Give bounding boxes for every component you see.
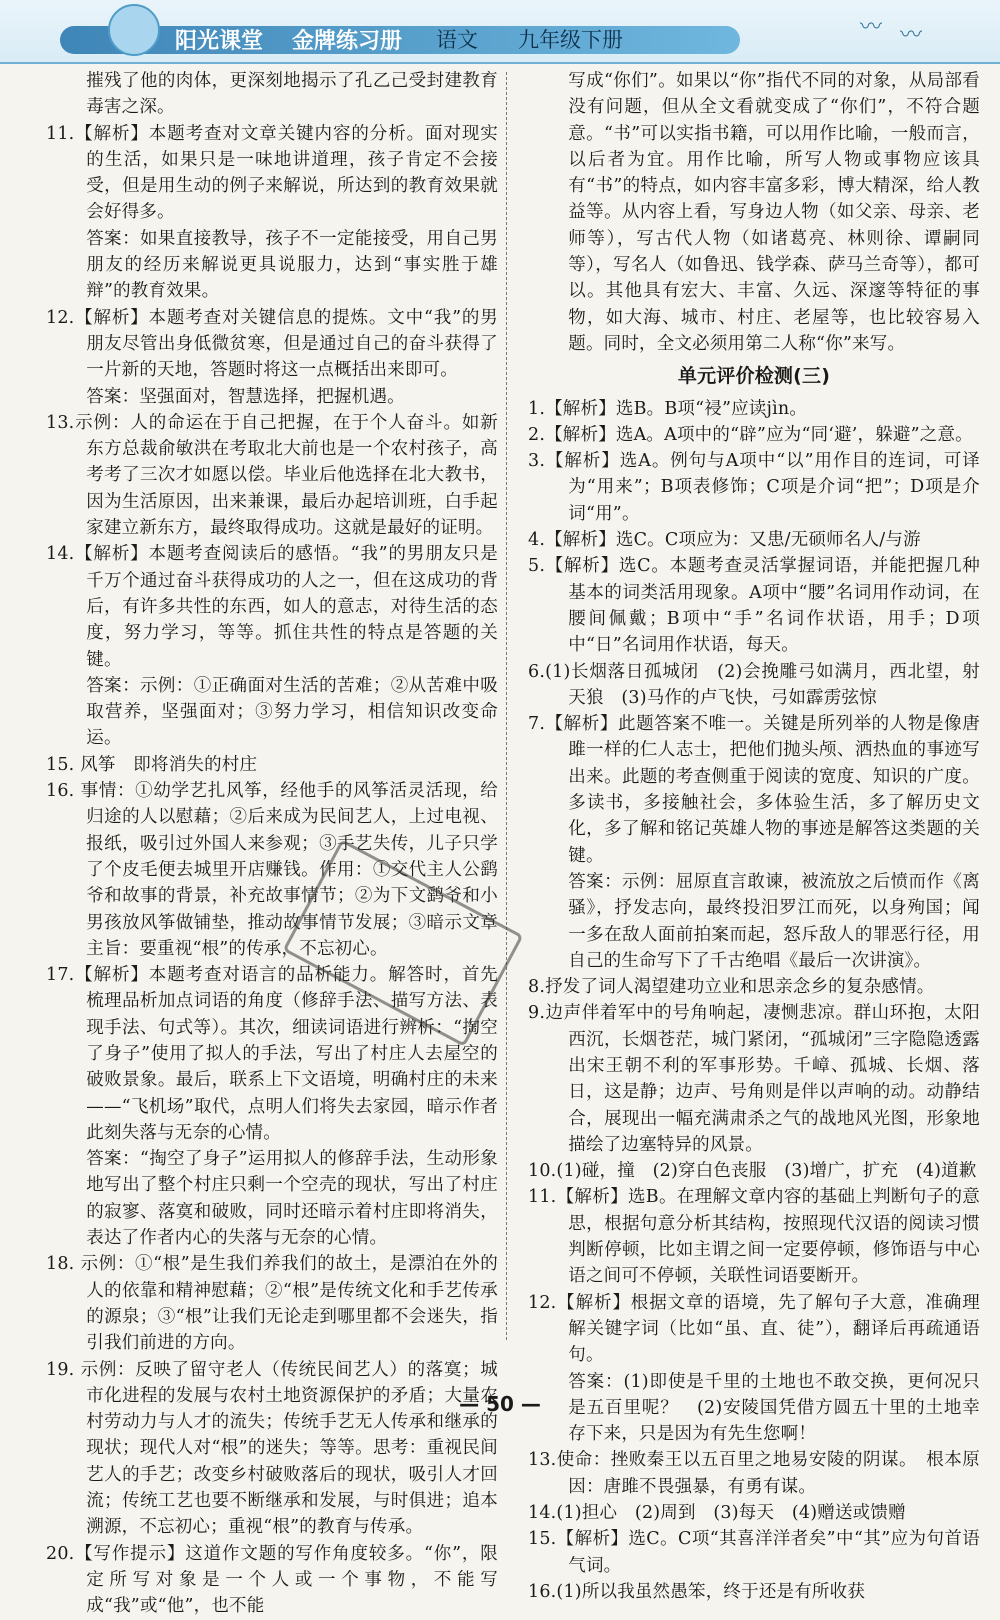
answer-item: 14.(1)担心 (2)周到 (3)每天 (4)赠送或馈赠 — [528, 1503, 906, 1524]
answer-item: 13.示例：人的命运在于自己把握，在于个人奋斗。如新东方总裁俞敏洪在考取北大前也是一个农村孩子，高考考了三次才如愿以偿。毕业后他选择在北大教书，因为生活原因，出来兼课，最后办起培训班，白手起家建立新东方，最终取得成功。这就是最好的证明。 — [46, 412, 498, 539]
section-title: 单元评价检测(三) — [677, 365, 831, 388]
bird-icon: 〰 — [900, 23, 923, 48]
answer-item: 18. 示例：①“根”是生我们养我们的故土，是漂泊在外的人的依靠和精神慰藉；②“根”是传统文化和手艺传承的源泉；③“根”让我们无论走到哪里都不会迷失，指引我们前进的方向。 — [46, 1254, 498, 1354]
answer-item: 19. 示例：反映了留守老人（传统民间艺人）的落寞；城市化进程的发展与农村土地资源保护的矛盾；大量农村劳动力与人才的流失；传统手艺无人传承和继承的现状；现代人对“根”的迷失；等等。思考：重视民间艺人的手艺；改变乡村破败落后的现状，吸引人才回流；传统工艺也要不断继承和发展，与时俱进；追本溯源，不忘初心；重视“根”的教育与传承。 — [46, 1359, 498, 1538]
header-subject: 语文 — [436, 28, 478, 52]
answer-item: 15.【解析】选C。C项“其喜洋洋者矣”中“其”应为句首语气词。 — [528, 1529, 980, 1576]
answer-item: 9.边声伴着军中的号角响起，凄恻悲凉。群山环抱，太阳西沉，长烟苍茫，城门紧闭，“孤城闭”三字隐隐透露出宋王朝不利的军事形势。千嶂、孤城、长烟、落日，这是静；边声、号角则是伴以声响的动。动静结合，展现出一幅充满肃杀之气的战地风光图，形象地描绘了边塞特异的风景。 — [528, 1003, 980, 1155]
answer-item: 16. 事情：①幼学艺扎风筝，经他手的风筝活灵活现，给归途的人以慰藉；②后来成为民间艺人，上过电视、报纸，吸引过外国人来参观；③手艺失传，儿子只学了个皮毛便去城里开店赚钱。作用：①交代主人公鹞爷和故事的背景，补充故事情节；②为下文鹞爷和小男孩放风筝做铺垫，推动故事情节发展；③暗示文章主旨：要重视“根”的传承，不忘初心。 — [46, 781, 498, 959]
answer-item: 11.【解析】选B。在理解文章内容的基础上判断句子的意思，根据句意分析其结构，按照现代汉语的阅读习惯判断停顿，比如主谓之间一定要停顿，修饰语与中心语之间可不停顿，关联性词语要断开。 — [528, 1187, 980, 1287]
header-brand-title: 阳光课堂 — [175, 29, 264, 54]
answer-item: 10.(1)碰，撞 (2)穿白色丧服 (3)增广，扩充 (4)道歉 — [528, 1161, 977, 1182]
answer-item: 12.【解析】本题考查对关键信息的提炼。文中“我”的男朋友尽管出身低微贫寒，但是通过自己的奋斗获得了一片新的天地，答题时将这一点概括出来即可。 — [46, 307, 498, 381]
answer-item: 6.(1)长烟落日孤城闭 (2)会挽雕弓如满月，西北望，射天狼 (3)马作的卢飞快，弓如霹雳弦惊 — [528, 661, 980, 708]
answer-item: 答案：示例：屈原直言敢谏，被流放之后愤而作《离骚》，抒发志向，最终投汨罗江而死，以身殉国；闻一多在敌人面前拍案而起，怒斥敌人的罪恶行径，用自己的生命写下了千古绝唱《最后一次讲演》。 — [568, 871, 980, 971]
bird-icon: 〰 — [860, 15, 883, 40]
answer-item: 答案：(1)即使是千里的土地也不敢交换，更何况只是五百里呢？ (2)安陵国凭借方圆五十里的土地幸存下来，只是因为有先生您啊！ — [568, 1371, 980, 1445]
answer-item: 4.【解析】选C。C项应为：又患/无硕师名人/与游 — [528, 530, 921, 551]
answer-item: 15. 风筝 即将消失的村庄 — [46, 754, 258, 775]
answer-item: 答案：坚强面对，智慧选择，把握机遇。 — [86, 386, 405, 407]
right-top-text — [528, 68, 980, 357]
answer-item: 答案：“掏空了身子”运用拟人的修辞手法，生动形象地写出了整个村庄只剩一个空壳的现状，写出了村庄的寂寥、落寞和破败，同时还暗示着村庄即将消失，表达了作者内心的失落与无奈的心情。 — [86, 1149, 498, 1249]
answer-item: 12.【解析】根据文章的语境，先了解句子大意，准确理解关键字词（比如“虽、直、徒”），翻译后再疏通语句。 — [528, 1292, 980, 1366]
answer-item: 写成“你们”。如果以“你”指代不同的对象，从局部看没有问题，但从全文看就变成了“你们”，不符合题意。“书”可以实指书籍，可以用作比喻，一般而言，以后者为宜。用作比喻，所写人物或事物应该具有“书”的特点，如内容丰富多彩，博大精深，给人教益等。从内容上看，写身边人物（如父亲、母亲、老师等），写古代人物（如诸葛亮、林则徐、谭嗣同等），写名人（如鲁迅、钱学森、萨马兰奇等），都可以。其他具有宏大、丰富、久远、深邃等特征的事物，如大海、城市、村庄、老屋等，也比较容易入题。同时，全文必须用第二人称“你”来写。 — [568, 71, 980, 354]
page-header — [0, 0, 1000, 64]
answer-item: 8.抒发了词人渴望建功立业和思亲念乡的复杂感情。 — [528, 977, 935, 998]
answer-item: 20.【写作提示】这道作文题的写作角度较多。“你”，限定所写对象是一个人或一个事物，不能写成“我”或“他”，也不能 — [46, 1543, 498, 1617]
answer-item: 13.使命：挫败秦王以五百里之地易安陵的阴谋。 根本原因：唐雎不畏强暴，有勇有谋。 — [528, 1450, 980, 1497]
page-number: — 50 — — [459, 1392, 541, 1416]
left-column — [46, 68, 498, 1620]
header-series-title: 金牌练习册 — [292, 29, 403, 54]
answer-item: 7.【解析】此题答案不唯一。关键是所列举的人物是像唐雎一样的仁人志士，把他们抛头颅、洒热血的事迹写出来。此题的考查侧重于阅读的宽度、知识的广度。多读书，多接触社会，多体验生活，多了解历史文化，多了解和铭记英雄人物的事迹是解答这类题的关键。 — [528, 714, 980, 866]
answer-item: 14.【解析】本题考查阅读后的感悟。“我”的男朋友只是千万个通过奋斗获得成功的人之一，但在这成功的背后，有许多共性的东西，如人的意志，对待生活的态度，努力学习，等等。抓住共性的特点是答题的关键。 — [46, 544, 498, 670]
answer-item: 3.【解析】选A。例句与A项中“以”用作目的连词，可译为“用来”；B项表修饰；C项是介词“把”；D项是介词“用”。 — [528, 451, 980, 524]
answer-item: 答案：示例：①正确面对生活的苦难；②从苦难中吸取营养，坚强面对；③努力学习，相信知识改变命运。 — [86, 675, 498, 749]
column-divider — [506, 72, 507, 1340]
answer-item: 17.【解析】本题考查对语言的品析能力。解答时，首先梳理品析加点词语的角度（修辞手法、描写方法、表现手法、句式等）。其次，细读词语进行辨析：“掏空了身子”使用了拟人的手法，写出了村庄人去屋空的破败景象。最后，联系上下文语境，明确村庄的未来——“飞机场”取代，点明人们将失去家园，暗示作者此刻失落与无奈的心情。 — [46, 965, 498, 1143]
answer-item: 2.【解析】选A。A项中的“辟”应为“同‘避’，躲避”之意。 — [528, 424, 973, 445]
right-items — [528, 396, 980, 1606]
answer-item: 1.【解析】选B。B项“祲”应读jìn。 — [528, 398, 808, 419]
answer-item: 11.【解析】本题考查对文章关键内容的分析。面对现实的生活，如果只是一味地讲道理，孩子肯定不会接受，但是用生动的例子来解说，所达到的教育效果就会好得多。 — [46, 123, 498, 223]
answer-item: 16.(1)所以我虽然愚笨，终于还是有所收获 — [528, 1581, 866, 1602]
answer-item: 答案：如果直接教导，孩子不一定能接受，用自己男朋友的经历来解说更具说服力，达到“事实胜于雄辩”的教育效果。 — [86, 228, 498, 302]
answer-item: 摧残了他的肉体，更深刻地揭示了孔乙己受封建教育毒害之深。 — [86, 71, 498, 118]
answer-item: 5.【解析】选C。本题考查灵活掌握词语，并能把握几种基本的词类活用现象。A项中“腰”名词用作动词，在腰间佩戴；B项中“手”名词作状语，用手；D项中“日”名词用作状语，每天。 — [528, 556, 980, 656]
header-grade: 九年级下册 — [518, 28, 623, 52]
mascot-icon — [108, 4, 160, 56]
